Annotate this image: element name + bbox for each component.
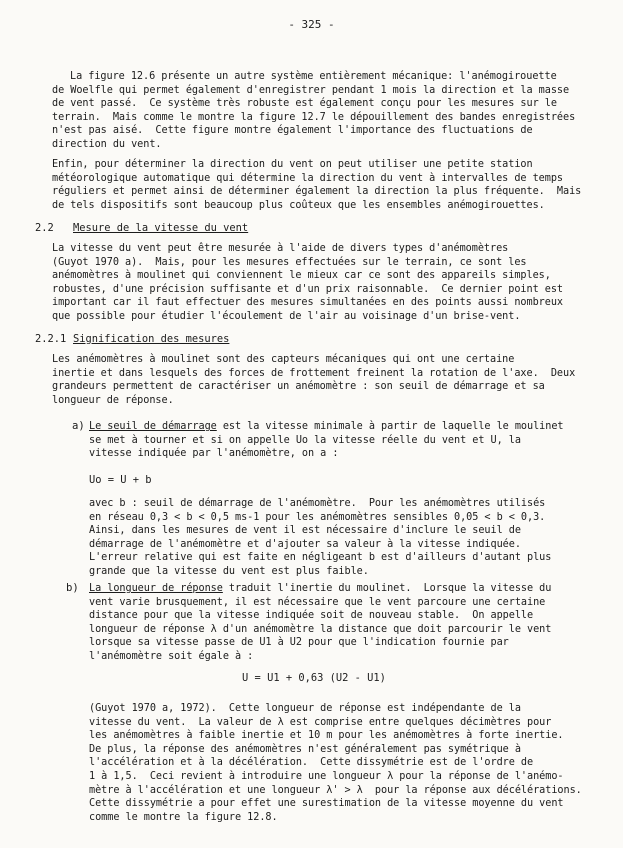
item-b-intro-text: traduit l'inertie du moulinet. Lorsque la vitesse du vent varie brusquement, il est nécessaire que le vent parcoure une certaine distance pour que la vitesse indiquée soit de nouveau stable. On appelle longueur de réponse λ d'un anémomètre la distance que doit parcourir le vent lorsque sa vitesse passe de U1 à U2 pour que l'indication fournie par l'anémomètre soit égale à : (89, 583, 552, 662)
item-a-label: a) (72, 420, 85, 432)
paragraph-anemogirouette: La figure 12.6 présente un autre système entièrement mécanique: l'anémogirouette de Woelfle qui permet également d'enregistrer pendant 1 mois la direction et la masse de vent passé. Ce système très robuste est également conçu pour les mesures sur le terrain. Mais comme le montre la figure 12.7 le dépouillement des bandes enregistrées n'est pas aisé. Cette figure montre également l'importance des fluctuations de direction du vent. (52, 71, 576, 150)
item-b-label: b) (66, 582, 79, 594)
paragraph-anemometres-moulinet: Les anémomètres à moulinet sont des capteurs mécaniques qui ont une certaine inertie et dans lesquels des forces de frottement freinent la rotation de l'axe. Deux grandeurs permettent de caractériser un anémomètre : son seuil de démarrage et sa longueur de réponse. (52, 354, 576, 406)
equation-longueur-reponse: U = U1 + 0,63 (U2 - U1) (242, 672, 386, 684)
equation-seuil: Uo = U + b (89, 474, 152, 486)
paragraph-vitesse-vent: La vitesse du vent peut être mesurée à l'aide de divers types d'anémomètres (Guyot 1970 a). Mais, pour les mesures effectuées sur le terrain, ce sont les anémomètres à moulinet qui conviennent le mieux car ce sont des appareils simples, robustes, d'une précision suffisante et d'un prix raisonnable. Ce dernier point est important car il faut effectuer des mesures simultanées en des points aussi nombreux que possible pour étudier l'écoulement de l'air au voisinage d'un brise-vent. (52, 243, 564, 322)
term-longueur-reponse: La longueur de réponse (89, 583, 223, 594)
item-b-body: (Guyot 1970 a, 1972). Cette longueur de réponse est indépendante de la vitesse du vent. La valeur de λ est comprise entre quelques décimètres pour les anémomètres à faible inertie et 10 m pour les anémomètres à forte inertie. De plus, la réponse des anémomètres n'est généralement pas symétrique à l'accélération et à la décélération. Cette dissymétrie est de l'ordre de 1 à 1,5. Ceci revient à introduire une longueur λ pour la réponse de l'anémo- mètre à l'accélération et une longueur λ' > λ pour la réponse aux décélérations. Cette dissymétrie a pour effet une surestimation de la vitesse moyenne du vent comme le montre la figure 12.8. (89, 703, 582, 823)
item-a-intro-text: est la vitesse minimale à partir de laquelle le moulinet se met à tourner et si on appelle Uo la vitesse réelle du vent et U, la vitesse indiquée par l'anémomètre, on a : (89, 421, 564, 460)
section-heading-2-2 (35, 222, 248, 235)
page-number: - 325 - (288, 18, 335, 31)
item-a-intro (89, 420, 564, 461)
item-b-intro (89, 582, 551, 664)
paragraph-station-meteo: Enfin, pour déterminer la direction du vent on peut utiliser une petite station météorologique automatique qui détermine la direction du vent à intervalles de temps réguliers et permet ainsi de déterminer également la direction la plus fréquente. Mais de tels dispositifs sont beaucoup plus coûteux que les ensembles anémogirouettes. (52, 159, 582, 211)
section-heading-2-2-1 (35, 333, 229, 346)
section-number: 2.2.1 (35, 333, 67, 345)
section-title: Mesure de la vitesse du vent (73, 222, 249, 234)
term-seuil-demarrage: Le seuil de démarrage (89, 421, 217, 432)
item-a-body: avec b : seuil de démarrage de l'anémomètre. Pour les anémomètres utilisés en réseau 0,3 < b < 0,5 ms-1 pour les anémomètres sensibles 0,05 < b < 0,3. Ainsi, dans les mesures de vent il est nécessaire d'inclure le seuil de démarrage de l'anémomètre et d'ajouter sa valeur à la vitesse indiquée. L'erreur relative qui est faite en négligeant b est d'ailleurs d'autant plus grande que la vitesse du vent est plus faible. (89, 498, 552, 577)
section-title: Signification des mesures (73, 333, 230, 345)
section-number: 2.2 (35, 222, 54, 234)
